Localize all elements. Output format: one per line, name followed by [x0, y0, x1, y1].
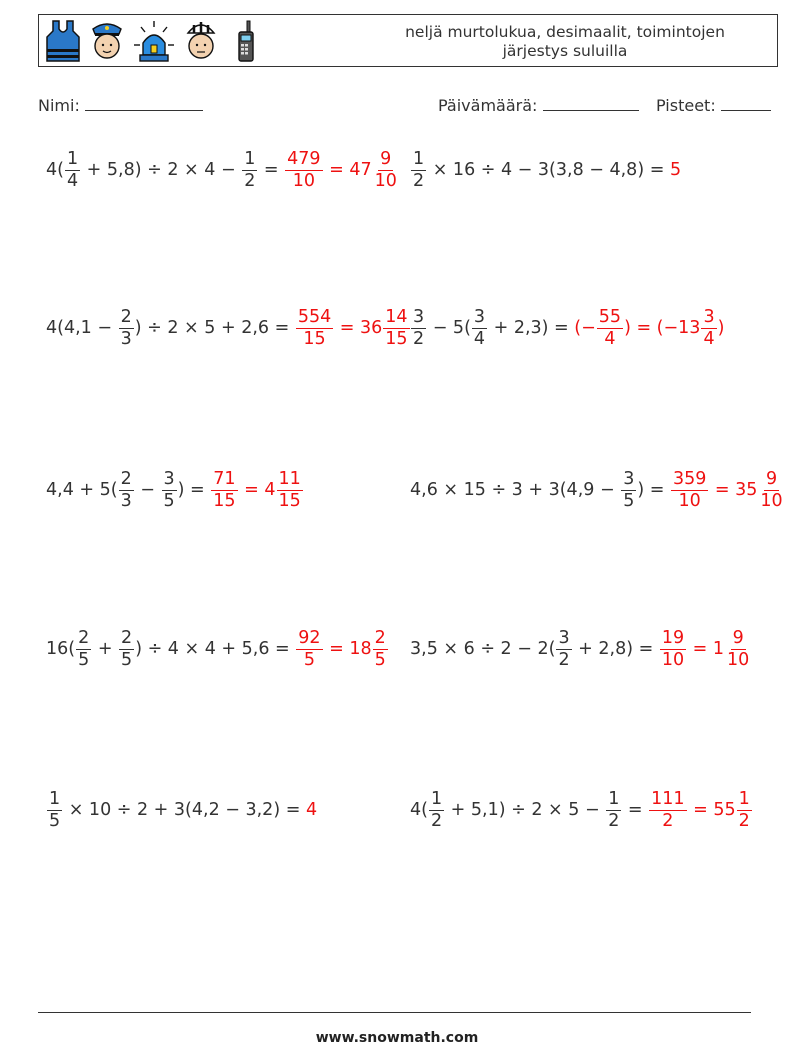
numerator: 1: [49, 788, 61, 809]
answer: [670, 160, 681, 180]
numerator: 1: [413, 148, 425, 169]
numerator: 3: [473, 306, 486, 327]
fraction: [556, 628, 571, 671]
fraction: [671, 469, 708, 512]
fraction: [296, 307, 333, 350]
denominator: 4: [703, 328, 715, 349]
question: [46, 307, 295, 350]
numerator: 9: [380, 148, 392, 169]
denominator: 15: [278, 490, 301, 511]
denominator: 4: [604, 328, 616, 349]
fraction: [242, 149, 257, 192]
question: [410, 307, 574, 350]
expression-text: 4(4,1 −: [46, 318, 118, 338]
answer: [574, 307, 724, 350]
expression-text: + 2,8) =: [572, 639, 659, 659]
question: [410, 149, 670, 192]
fraction: [373, 149, 399, 192]
score-label: Pisteet:: [656, 96, 716, 115]
fraction: [606, 789, 621, 832]
expression-text: − 5(: [427, 318, 471, 338]
vest-icon: [45, 19, 81, 63]
date-label: Päivämäärä:: [438, 96, 538, 115]
denominator: 4: [473, 328, 486, 349]
fraction: [119, 307, 134, 350]
fraction: [162, 469, 177, 512]
fraction: [119, 628, 134, 671]
denominator: 3: [120, 490, 132, 511]
name-blank[interactable]: [85, 94, 203, 111]
expression-text: × 16 ÷ 4 − 3(3,8 − 4,8) =: [427, 160, 670, 180]
numerator: 554: [297, 306, 332, 327]
problem-10: [410, 780, 753, 840]
denominator: 15: [213, 490, 236, 511]
question: [46, 628, 295, 671]
expression-text: = 18: [323, 639, 372, 659]
expression-text: 16(: [46, 639, 76, 659]
expression-text: ) = (−13: [624, 318, 701, 338]
expression-text: =: [622, 800, 649, 820]
fraction: [737, 789, 752, 832]
denominator: 3: [120, 328, 132, 349]
numerator: 3: [413, 306, 425, 327]
denominator: 5: [163, 490, 175, 511]
problem-6: [410, 460, 786, 520]
expression-text: ) ÷ 2 × 5 + 2,6 =: [134, 318, 295, 338]
expression-text: 4(: [46, 160, 64, 180]
expression-text: 4(: [410, 800, 428, 820]
expression-text: = 1: [687, 639, 725, 659]
fraction: [429, 789, 444, 832]
fraction: [47, 789, 62, 832]
fraction: [383, 307, 409, 350]
denominator: 10: [678, 490, 701, 511]
denominator: 2: [430, 810, 443, 831]
fraction: [621, 469, 636, 512]
fraction: [285, 149, 322, 192]
denominator: 2: [662, 810, 674, 831]
expression-text: 5: [669, 160, 682, 180]
denominator: 5: [303, 649, 315, 670]
fraction: [725, 628, 751, 671]
expression-text: 4,6 × 15 ÷ 3 + 3(4,9 −: [410, 480, 621, 500]
denominator: 2: [413, 328, 425, 349]
expression-text: × 10 ÷ 2 + 3(4,2 − 3,2) =: [63, 800, 306, 820]
fraction: [373, 628, 388, 671]
expression-text: (−: [574, 318, 596, 338]
numerator: 1: [608, 788, 620, 809]
numerator: 55: [598, 306, 622, 327]
date-blank[interactable]: [543, 94, 639, 111]
worksheet-header: [38, 14, 778, 67]
fraction: [211, 469, 237, 512]
numerator: 71: [213, 468, 236, 489]
problem-3: [46, 298, 411, 358]
numerator: 1: [244, 148, 256, 169]
numerator: 9: [732, 627, 744, 648]
expression-text: = 47: [323, 160, 372, 180]
numerator: 2: [120, 306, 132, 327]
expression-text: ) =: [637, 480, 670, 500]
expression-text: = 36: [334, 318, 383, 338]
expression-text: 4: [305, 800, 318, 820]
question: [410, 628, 659, 671]
denominator: 5: [374, 649, 386, 670]
expression-text: =: [258, 160, 285, 180]
problem-1: [46, 140, 400, 200]
problem-2: [410, 140, 681, 200]
numerator: 2: [78, 627, 90, 648]
numerator: 3: [163, 468, 175, 489]
denominator: 15: [303, 328, 326, 349]
numerator: 9: [765, 468, 778, 489]
answer: [295, 628, 388, 671]
question: [46, 789, 306, 832]
fraction: [411, 307, 426, 350]
fraction: [472, 307, 487, 350]
expression-text: = 55: [687, 800, 736, 820]
problem-8: [410, 619, 752, 679]
denominator: 2: [738, 810, 750, 831]
siren-icon: [133, 19, 175, 63]
name-label: Nimi:: [38, 96, 80, 115]
denominator: 2: [413, 170, 425, 191]
name-field: [38, 94, 203, 115]
problem-9: [46, 780, 317, 840]
question: [46, 469, 210, 512]
denominator: 5: [49, 810, 61, 831]
expression-text: = 4: [238, 480, 276, 500]
numerator: 1: [66, 148, 79, 169]
denominator: 5: [623, 490, 635, 511]
fraction: [597, 307, 623, 350]
question: [410, 789, 648, 832]
numerator: 3: [558, 627, 570, 648]
numerator: 111: [651, 788, 685, 809]
denominator: 2: [244, 170, 256, 191]
expression-text: +: [92, 639, 119, 659]
numerator: 1: [430, 788, 443, 809]
numerator: 3: [703, 306, 715, 327]
fraction: [411, 149, 426, 192]
expression-text: + 2,3) =: [488, 318, 575, 338]
expression-text: + 5,8) ÷ 2 × 4 −: [81, 160, 242, 180]
question: [46, 149, 284, 192]
worksheet-title: [375, 23, 755, 61]
walkie-talkie-icon: [233, 19, 257, 63]
numerator: 2: [121, 627, 133, 648]
fraction: [649, 789, 686, 832]
fraction: [119, 469, 134, 512]
fraction: [296, 628, 322, 671]
denominator: 2: [608, 810, 620, 831]
fraction: [758, 469, 784, 512]
score-blank[interactable]: [721, 94, 771, 111]
denominator: 15: [385, 328, 408, 349]
fraction: [660, 628, 686, 671]
denominator: 2: [558, 649, 570, 670]
answer: [670, 469, 786, 512]
fraction: [701, 307, 716, 350]
denominator: 5: [78, 649, 90, 670]
numerator: 3: [623, 468, 635, 489]
numerator: 19: [661, 627, 685, 648]
date-field: [438, 94, 639, 115]
answer: [284, 149, 400, 192]
title-line-2: järjestys suluilla: [502, 42, 628, 60]
police-officer-icon: [89, 19, 125, 63]
denominator: 10: [374, 170, 397, 191]
numerator: 2: [120, 468, 132, 489]
numerator: 14: [385, 306, 408, 327]
denominator: 4: [66, 170, 79, 191]
answer: [659, 628, 753, 671]
problem-4: [410, 298, 724, 358]
answer: [210, 469, 304, 512]
denominator: 10: [727, 649, 750, 670]
expression-text: ) ÷ 4 × 4 + 5,6 =: [135, 639, 296, 659]
footer-divider: [38, 1012, 751, 1013]
expression-text: ) =: [177, 480, 211, 500]
denominator: 5: [121, 649, 133, 670]
score-field: [656, 94, 771, 115]
prisoner-icon: [183, 19, 219, 63]
denominator: 10: [760, 490, 783, 511]
numerator: 2: [374, 627, 386, 648]
expression-text: 4,4 + 5(: [46, 480, 118, 500]
denominator: 10: [292, 170, 315, 191]
answer: [648, 789, 753, 832]
fraction: [65, 149, 80, 192]
fraction: [277, 469, 303, 512]
title-line-1: neljä murtolukua, desimaalit, toimintojen: [405, 23, 725, 41]
denominator: 10: [661, 649, 685, 670]
footer-url[interactable]: www.snowmath.com: [315, 1030, 479, 1046]
numerator: 359: [672, 468, 707, 489]
problem-5: [46, 460, 304, 520]
numerator: 479: [287, 148, 321, 169]
expression-text: ): [717, 318, 725, 338]
expression-text: 3,5 × 6 ÷ 2 − 2(: [410, 639, 556, 659]
numerator: 11: [278, 468, 301, 489]
fraction: [76, 628, 91, 671]
expression-text: + 5,1) ÷ 2 × 5 −: [445, 800, 606, 820]
numerator: 92: [298, 627, 321, 648]
numerator: 1: [738, 788, 750, 809]
answer: [306, 800, 317, 820]
answer: [295, 307, 411, 350]
expression-text: = 35: [709, 480, 758, 500]
expression-text: −: [134, 480, 161, 500]
problem-7: [46, 619, 389, 679]
question: [410, 469, 670, 512]
